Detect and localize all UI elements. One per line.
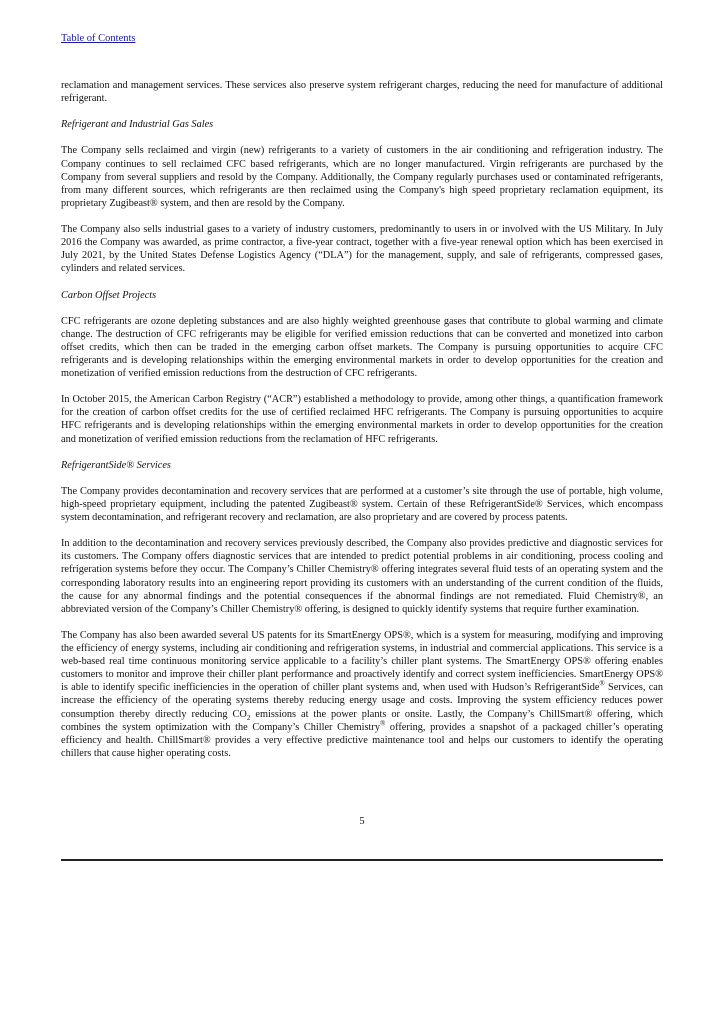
smartenergy-paragraph <box>61 629 663 760</box>
section-heading-carbon-offset: Carbon Offset Projects <box>61 289 157 301</box>
carbon-offset-paragraph-1: CFC refrigerants are ozone depleting substances and are also highly weighted greenhouse gases that contribute to global warming and climate change. The destruction of CFC refrigerants may be eligible for verified emission reductions that can be converted and monetized into carbon offset credits, which then can be traded in the emerging carbon offset markets. The Company is pursuing opportunities to acquire CFC refrigerants and is developing relationships within the emerging environmental markets in order to develop opportunities for the creation and monetization of verified emission reductions from the destruction of CFC refrigerants. <box>61 315 663 380</box>
smartenergy-text-a: The Company has also been awarded several US patents for its SmartEnergy OPS®, which is a system for measuring, modifying and improving the efficiency of energy systems, including air conditioning and refrigeration systems, in industrial and commercial applications. This service is a web-based real time continuous monitoring service applicable to a facility’s chiller plant systems. The SmartEnergy OPS® offering enables customers to monitor and improve their chiller plant performance and proactively identify and correct system inefficiencies. SmartEnergy OPS® is able to identify specific inefficiencies in the operation of chiller plant systems and, when used with Hudson’s RefrigerantSide <box>61 629 663 694</box>
smartenergy-text-c: emissions at the power plants or onsite. Lastly, the Company’s ChillSmart® offering, which combines the system optimization with the Company’s Chiller Chemistry <box>61 708 663 733</box>
page-bottom-rule <box>61 859 663 861</box>
smartenergy-text-b: Services, can increase the efficiency of the operating systems thereby reducing energy usage and costs. Improving the system efficiency reduces power consumption thereby directly reducing CO <box>61 682 663 720</box>
document-body <box>61 79 663 760</box>
refrigerantside-paragraph-2: In addition to the decontamination and recovery services previously described, the Company also provides predictive and diagnostic services for its customers. The Company offers diagnostic services that are intended to predict potential problems in air conditioning, process cooling and refrigeration systems before they occur. The Company’s Chiller Chemistry® offering integrates several fluid tests of an operating system and the corresponding laboratory results into an engineering report providing its customers with an understanding of the current condition of the fluids, the cause for any abnormal findings and the potential consequences if the abnormal findings are not remediated. Fluid Chemistry®, an abbreviated version of the Company’s Chiller Chemistry® offering, is designed to quickly identify systems that require further examination. <box>61 538 663 615</box>
registered-mark: ® <box>599 679 605 688</box>
smartenergy-text-d: offering, provides a snapshot of a packaged chiller’s operating efficiency and health. ChillSmart® provides a very effective predictive maintenance tool and helps our customers to identify the operating chillers that cause higher operating costs. <box>61 721 663 759</box>
carbon-offset-paragraph-2: In October 2015, the American Carbon Registry (“ACR”) established a methodology to provide, among other things, a quantification framework for the creation of carbon offset credits for the use of certified reclaimed HFC refrigerants. The Company is pursuing opportunities to acquire HFC refrigerants and is developing relationships within the emerging environmental markets in order to develop opportunities for the creation and monetization of verified emission reductions from the reclamation of HFC refrigerants. <box>61 394 663 445</box>
intro-paragraph: reclamation and management services. These services also preserve system refrigerant charges, reducing the need for manufacture of additional refrigerant. <box>61 80 663 105</box>
section-heading-refrigerantside-services: RefrigerantSide® Services <box>61 459 171 471</box>
refrigerant-sales-paragraph-2: The Company also sells industrial gases to a variety of industry customers, predominantly to users in or involved with the US Military. In July 2016 the Company was awarded, as prime contractor, a five-year contract, together with a five-year renewal option which has been exercised in July 2021, by the United States Defense Logistics Agency (“DLA”) for the management, supply, and sale of refrigerants, compressed gases, cylinders and related services. <box>61 224 663 275</box>
co2-subscript: 2 <box>246 713 251 722</box>
refrigerant-sales-paragraph-1: The Company sells reclaimed and virgin (new) refrigerants to a variety of customers in the air conditioning and refrigeration industry. The Company continues to sell reclaimed CFC based refrigerants, which are no longer manufactured. Virgin refrigerants are purchased by the Company from several suppliers and resold by the Company. Additionally, the Company regularly purchases used or contaminated refrigerants, from many different sources, which refrigerants are then reclaimed using the Company's high speed proprietary reclamation equipment, its proprietary Zugibeast® system, and then are resold by the Company. <box>61 145 663 209</box>
section-heading-refrigerant-sales: Refrigerant and Industrial Gas Sales <box>61 119 214 131</box>
table-of-contents-link[interactable]: Table of Contents <box>61 33 136 44</box>
page-number: 5 <box>359 816 365 827</box>
registered-mark: ® <box>379 719 386 728</box>
refrigerantside-paragraph-1: The Company provides decontamination and recovery services that are performed at a customer’s site through the use of portable, high volume, high-speed proprietary equipment, including the patented Zugibeast® system. Certain of these RefrigerantSide® Services, which encompass system decontamination, and refrigerant recovery and reclamation, are also proprietary and are covered by process patents. <box>61 485 663 524</box>
